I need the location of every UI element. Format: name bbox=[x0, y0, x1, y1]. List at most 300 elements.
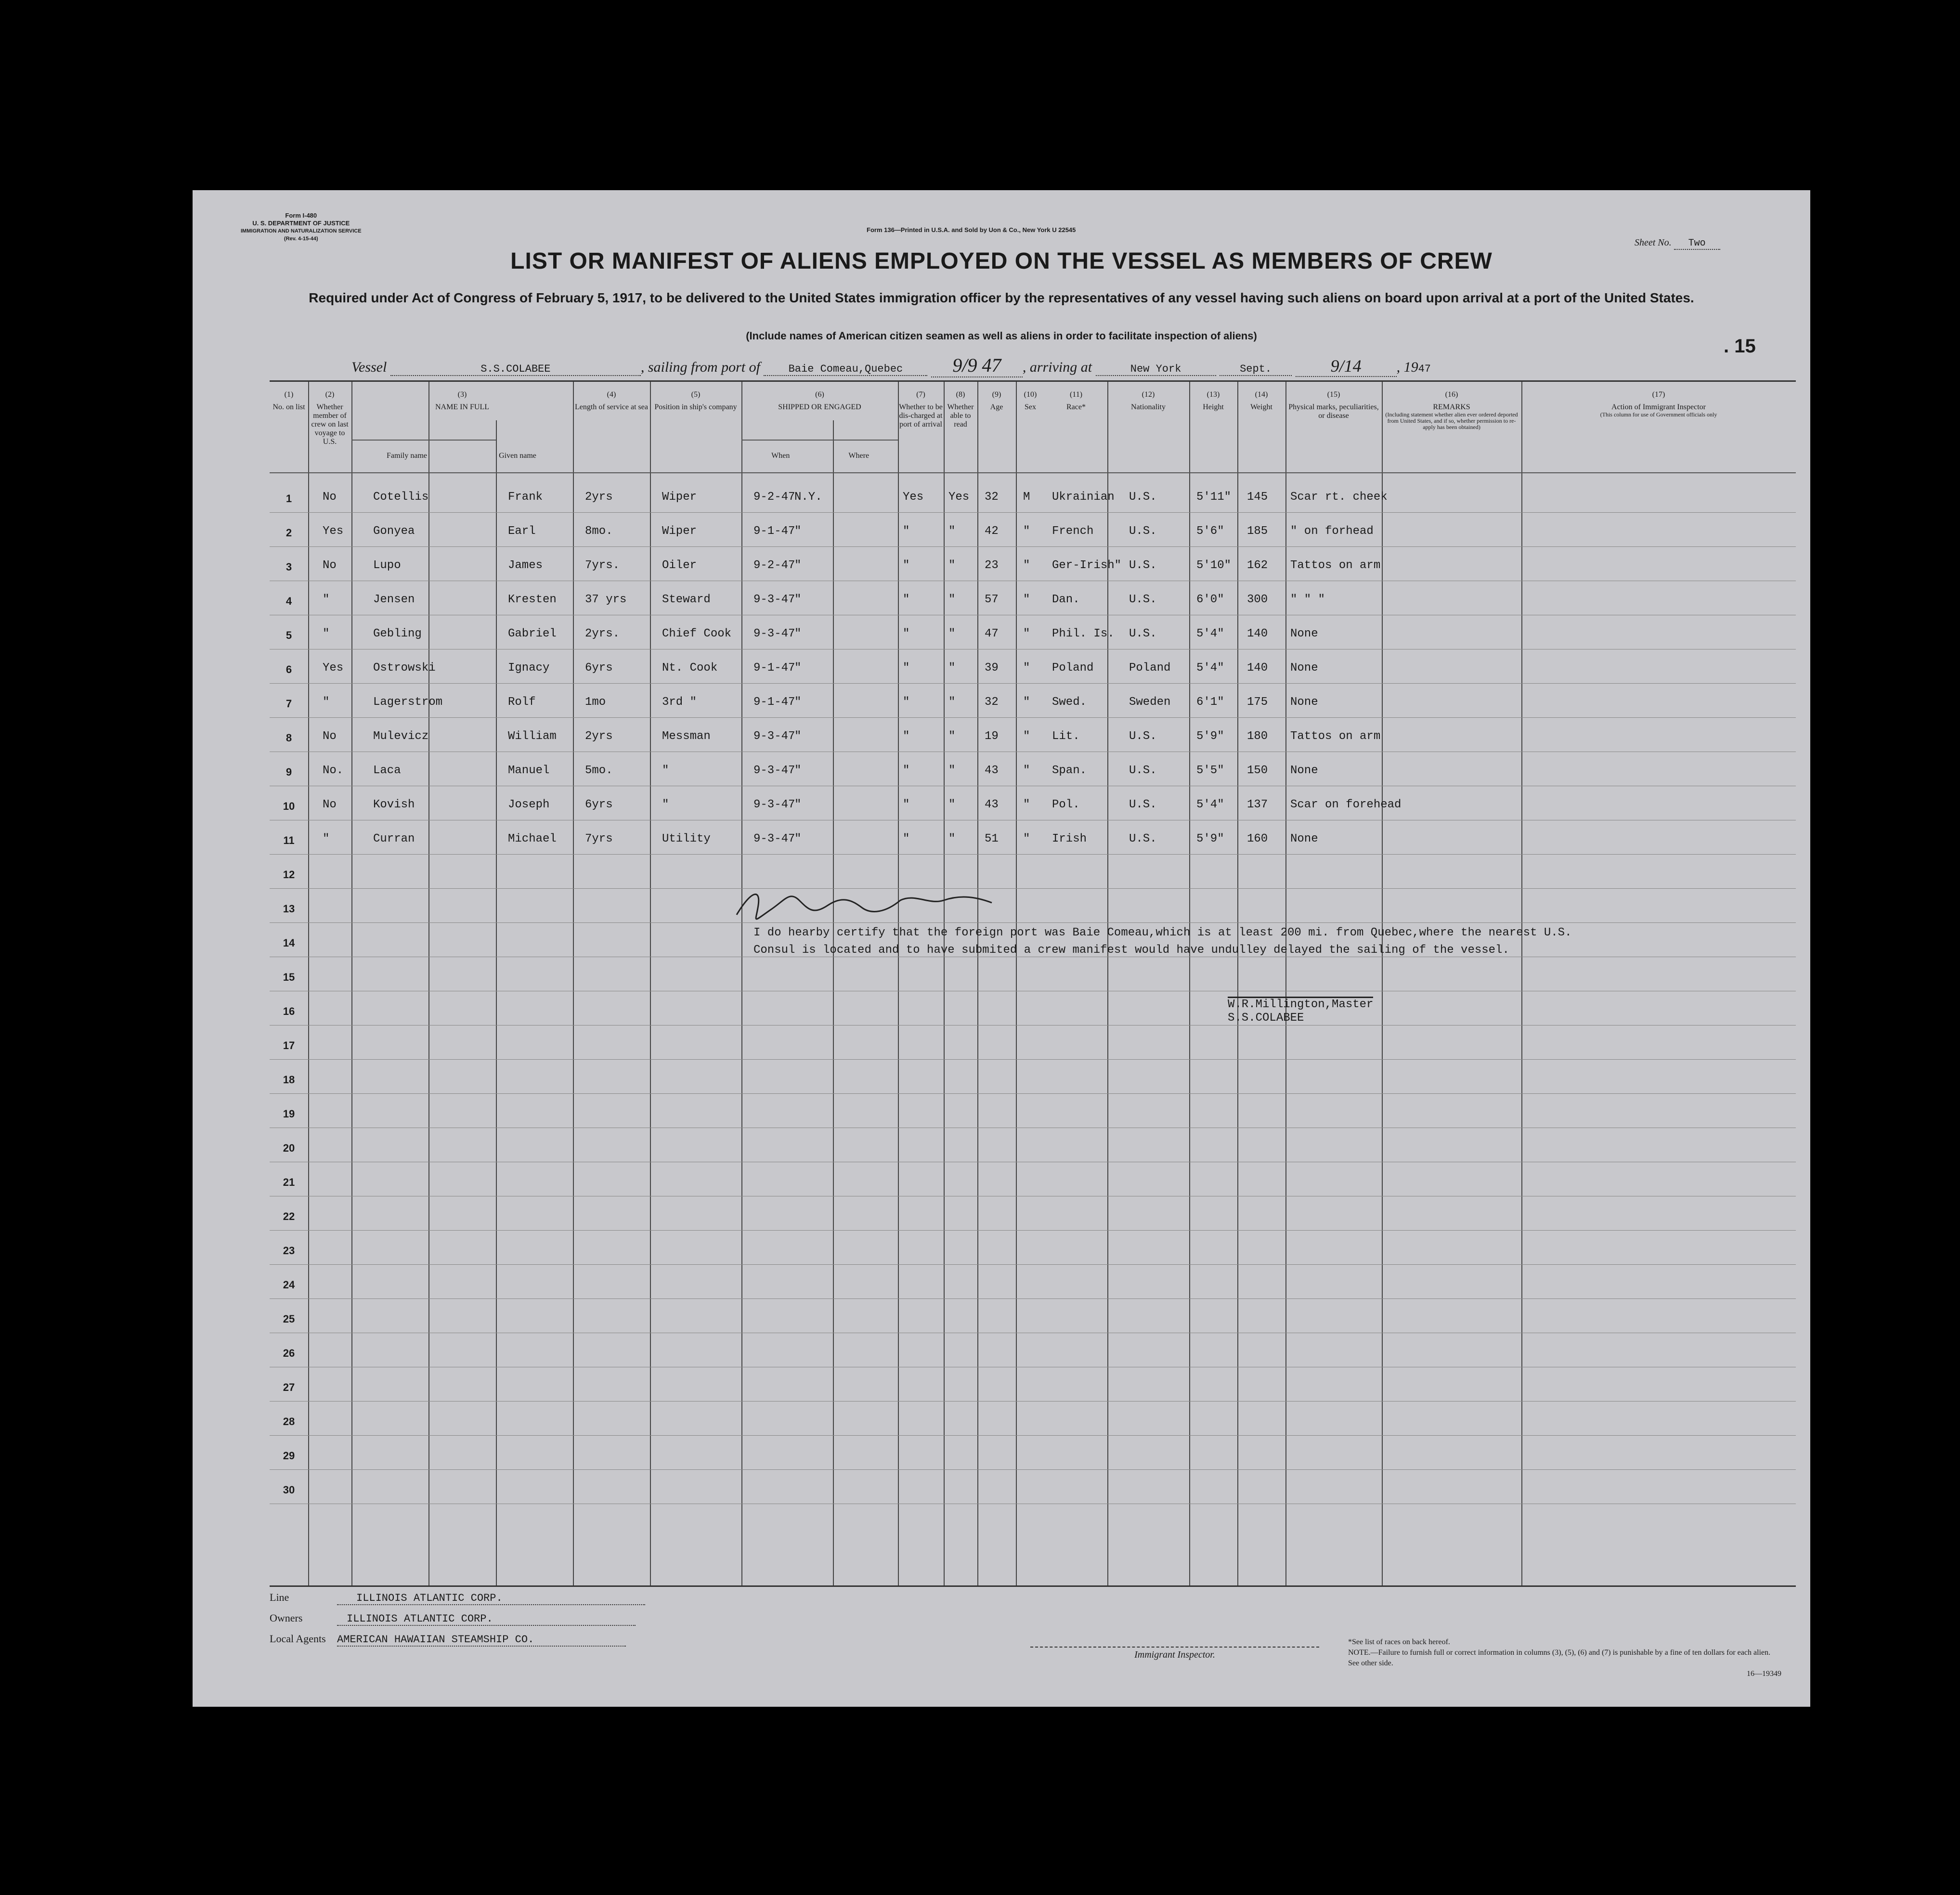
cell-age: 43 bbox=[985, 764, 999, 777]
cell-height: 6'1" bbox=[1196, 696, 1224, 709]
cell-discharged: " bbox=[903, 764, 910, 777]
column-subheader: When bbox=[771, 452, 790, 460]
column-divider bbox=[741, 382, 742, 1585]
column-label: Whether able to read bbox=[947, 403, 974, 428]
row-number: 10 bbox=[283, 800, 295, 812]
column-header bbox=[573, 390, 650, 412]
cell-service: 2yrs bbox=[585, 491, 613, 504]
cell-sex: " bbox=[1023, 559, 1030, 572]
header-divider bbox=[270, 472, 1796, 473]
cell-marks: None bbox=[1290, 764, 1318, 777]
column-divider bbox=[496, 420, 497, 1585]
cell-marks: Scar rt. cheek bbox=[1290, 491, 1388, 504]
row-rule bbox=[270, 1469, 1796, 1470]
cell-prev: No. bbox=[323, 764, 344, 777]
column-header bbox=[1016, 390, 1045, 412]
row-rule bbox=[270, 1401, 1796, 1402]
master-signature-block bbox=[1228, 997, 1373, 1025]
column-header bbox=[1285, 390, 1382, 420]
arriving-label: arriving at bbox=[1029, 359, 1092, 375]
row-number: 7 bbox=[286, 698, 292, 710]
row-number: 24 bbox=[283, 1279, 295, 1291]
cell-where: " bbox=[794, 525, 802, 538]
column-label: Length of service at sea bbox=[575, 403, 648, 411]
column-number: (14) bbox=[1255, 390, 1268, 399]
row-rule bbox=[270, 888, 1796, 889]
row-number: 29 bbox=[283, 1450, 295, 1462]
cell-race: Ger-Irish" bbox=[1052, 559, 1122, 572]
column-divider bbox=[308, 382, 309, 1585]
cell-weight: 140 bbox=[1247, 662, 1268, 675]
column-divider bbox=[898, 382, 899, 1585]
column-label: Age bbox=[990, 403, 1003, 411]
row-number: 26 bbox=[283, 1347, 295, 1359]
column-label: Whether member of crew on last voyage to U.S. bbox=[311, 403, 349, 446]
cell-given: William bbox=[508, 730, 557, 743]
cell-position: Wiper bbox=[662, 491, 697, 504]
cell-read: " bbox=[948, 593, 956, 606]
cell-when: 9-3-47 bbox=[753, 764, 795, 777]
row-number: 12 bbox=[283, 869, 295, 881]
cell-weight: 160 bbox=[1247, 832, 1268, 845]
cell-nationality: U.S. bbox=[1129, 764, 1157, 777]
owners-label: Owners bbox=[270, 1612, 303, 1624]
row-rule bbox=[270, 1059, 1796, 1060]
row-rule bbox=[270, 717, 1796, 718]
cell-where: " bbox=[794, 593, 802, 606]
column-header bbox=[270, 390, 308, 412]
cell-read: " bbox=[948, 696, 956, 709]
vessel-name: S.S.COLABEE bbox=[390, 363, 641, 376]
cell-where: " bbox=[794, 627, 802, 640]
column-header bbox=[1237, 390, 1285, 412]
cell-age: 32 bbox=[985, 491, 999, 504]
cell-position: " bbox=[662, 764, 669, 777]
cell-where: " bbox=[794, 832, 802, 845]
column-label: SHIPPED OR ENGAGED bbox=[778, 403, 861, 411]
row-number: 6 bbox=[286, 663, 292, 675]
line-label: Line bbox=[270, 1591, 289, 1603]
column-divider bbox=[1382, 382, 1383, 1585]
form-number: Form I-480 bbox=[285, 212, 317, 219]
column-header bbox=[308, 390, 351, 446]
arrival-port: New York bbox=[1096, 363, 1216, 376]
column-header bbox=[351, 390, 573, 412]
row-number: 17 bbox=[283, 1039, 295, 1051]
cell-family: Ostrowski bbox=[373, 662, 436, 675]
cell-service: 8mo. bbox=[585, 525, 613, 538]
cell-weight: 162 bbox=[1247, 559, 1268, 572]
column-label: REMARKS bbox=[1433, 403, 1470, 411]
cell-when: 9-1-47 bbox=[753, 696, 795, 709]
cell-nationality: Sweden bbox=[1129, 696, 1171, 709]
cell-read: " bbox=[948, 832, 956, 845]
column-label: Race* bbox=[1066, 403, 1086, 411]
cell-where: " bbox=[794, 730, 802, 743]
cell-where: " bbox=[794, 798, 802, 811]
cell-prev: " bbox=[323, 593, 330, 606]
cell-race: Pol. bbox=[1052, 798, 1080, 811]
cell-sex: " bbox=[1023, 627, 1030, 640]
cell-family: Laca bbox=[373, 764, 401, 777]
cell-when: 9-3-47 bbox=[753, 832, 795, 845]
row-number: 1 bbox=[286, 493, 292, 505]
column-label: No. on list bbox=[273, 403, 305, 411]
cell-given: Michael bbox=[508, 832, 557, 845]
subheader-divider bbox=[741, 440, 898, 441]
cell-position: Utility bbox=[662, 832, 711, 845]
column-subheader: Family name bbox=[387, 452, 427, 460]
line-value: ILLINOIS ATLANTIC CORP. bbox=[337, 1592, 645, 1605]
cell-weight: 300 bbox=[1247, 593, 1268, 606]
cell-read: " bbox=[948, 525, 956, 538]
cell-marks: " " " bbox=[1290, 593, 1325, 606]
cell-family: Kovish bbox=[373, 798, 415, 811]
row-number: 30 bbox=[283, 1484, 295, 1496]
cell-given: Frank bbox=[508, 491, 543, 504]
year-suffix: 47 bbox=[1418, 363, 1431, 375]
column-label: Height bbox=[1203, 403, 1224, 411]
cell-where: " bbox=[794, 764, 802, 777]
cell-nationality: U.S. bbox=[1129, 559, 1157, 572]
document-subtitle: Required under Act of Congress of February 5, 1917, to be delivered to the United States immigration officer by the representatives of any vessel having such aliens on board upon arrival at a port of the United States. bbox=[309, 290, 1694, 305]
manifest-sheet bbox=[193, 190, 1810, 1707]
cell-height: 5'9" bbox=[1196, 730, 1224, 743]
form-identifier bbox=[241, 212, 362, 243]
arrival-day: 9/14 bbox=[1296, 356, 1397, 377]
row-number: 27 bbox=[283, 1381, 295, 1393]
printer-note: Form 136—Printed in U.S.A. and Sold by Uon & Co., New York U 22545 bbox=[867, 226, 1076, 234]
column-header bbox=[1107, 390, 1189, 412]
cell-age: 42 bbox=[985, 525, 999, 538]
page-number: . 15 bbox=[1724, 336, 1756, 357]
column-number: (13) bbox=[1207, 390, 1220, 399]
cell-nationality: U.S. bbox=[1129, 730, 1157, 743]
cell-service: 7yrs bbox=[585, 832, 613, 845]
row-number: 18 bbox=[283, 1074, 295, 1086]
column-number: (12) bbox=[1142, 390, 1155, 399]
cell-weight: 185 bbox=[1247, 525, 1268, 538]
cell-age: 19 bbox=[985, 730, 999, 743]
form-code: 16—19349 bbox=[1747, 1670, 1781, 1678]
column-number: (10) bbox=[1024, 390, 1037, 399]
column-divider bbox=[1285, 382, 1286, 1585]
cell-position: Wiper bbox=[662, 525, 697, 538]
cell-given: Ignacy bbox=[508, 662, 550, 675]
row-number: 11 bbox=[283, 834, 295, 846]
page-number-value: 15 bbox=[1734, 336, 1756, 357]
column-label: Weight bbox=[1250, 403, 1272, 411]
column-divider bbox=[351, 382, 352, 1585]
column-number: (9) bbox=[992, 390, 1001, 399]
cell-service: 1mo bbox=[585, 696, 606, 709]
column-header bbox=[898, 390, 944, 429]
department-name: U. S. DEPARTMENT OF JUSTICE bbox=[252, 220, 350, 227]
sheet-number bbox=[1635, 237, 1720, 249]
cell-family: Mulevicz bbox=[373, 730, 429, 743]
cell-position: 3rd " bbox=[662, 696, 697, 709]
cell-discharged: " bbox=[903, 696, 910, 709]
column-label: Nationality bbox=[1131, 403, 1166, 411]
footer-parties bbox=[270, 1591, 645, 1647]
sheet-number-value: Two bbox=[1674, 238, 1720, 250]
row-number: 19 bbox=[283, 1108, 295, 1120]
row-rule bbox=[270, 854, 1796, 855]
subheader-divider bbox=[351, 440, 496, 441]
column-number: (17) bbox=[1652, 390, 1665, 399]
column-note: (Including statement whether alien ever ordered deported from United States, and if so, whether permission to re-apply has been obtained) bbox=[1385, 411, 1518, 430]
cell-sex: " bbox=[1023, 696, 1030, 709]
sailing-date: 9/9 47 bbox=[931, 354, 1023, 377]
cell-weight: 137 bbox=[1247, 798, 1268, 811]
cell-service: 7yrs. bbox=[585, 559, 620, 572]
row-number: 16 bbox=[283, 1005, 295, 1017]
column-label: Whether to be dis-charged at port of arrival bbox=[899, 403, 943, 428]
cell-prev: Yes bbox=[323, 525, 344, 538]
row-rule bbox=[270, 683, 1796, 684]
column-number: (1) bbox=[284, 390, 294, 399]
cell-weight: 180 bbox=[1247, 730, 1268, 743]
column-divider bbox=[573, 382, 574, 1585]
cell-when: 9-1-47 bbox=[753, 525, 795, 538]
cell-prev: Yes bbox=[323, 662, 344, 675]
cell-race: Ukrainian bbox=[1052, 491, 1115, 504]
voyage-line: Vessel S.S.COLABEE , sailing from port of Baie Comeau,Quebec 9/9 47 , arriving at New York Sept. 9/14 , 1947 bbox=[351, 354, 1431, 377]
cell-discharged: " bbox=[903, 593, 910, 606]
column-header bbox=[650, 390, 741, 412]
owners-value: ILLINOIS ATLANTIC CORP. bbox=[337, 1613, 636, 1626]
certification-line-1: I do hearby certify that the foreign port was Baie Comeau,which is at least 200 mi. from Quebec,where the nearest U.S. bbox=[753, 926, 1572, 939]
column-divider bbox=[1016, 382, 1017, 1585]
cell-discharged: " bbox=[903, 730, 910, 743]
cell-discharged: " bbox=[903, 832, 910, 845]
cell-sex: " bbox=[1023, 662, 1030, 675]
row-number: 2 bbox=[286, 527, 292, 539]
cell-read: " bbox=[948, 798, 956, 811]
cell-position: Chief Cook bbox=[662, 627, 732, 640]
cell-prev: No bbox=[323, 730, 337, 743]
row-number: 23 bbox=[283, 1245, 295, 1257]
cell-prev: " bbox=[323, 696, 330, 709]
row-rule bbox=[270, 1435, 1796, 1436]
cell-sex: " bbox=[1023, 525, 1030, 538]
cell-prev: No bbox=[323, 491, 337, 504]
cell-service: 6yrs bbox=[585, 662, 613, 675]
cell-given: Kresten bbox=[508, 593, 557, 606]
column-label: Physical marks, peculiarities, or disease bbox=[1288, 403, 1379, 420]
cell-service: 5mo. bbox=[585, 764, 613, 777]
cell-nationality: U.S. bbox=[1129, 627, 1157, 640]
row-number: 14 bbox=[283, 937, 295, 949]
column-label: Position in ship's company bbox=[654, 403, 737, 411]
cell-marks: None bbox=[1290, 832, 1318, 845]
cell-weight: 150 bbox=[1247, 764, 1268, 777]
column-header bbox=[741, 390, 898, 412]
crew-table bbox=[270, 380, 1796, 1587]
master-name: W.R.Millington,Master bbox=[1228, 997, 1373, 1012]
cell-weight: 145 bbox=[1247, 491, 1268, 504]
column-number: (4) bbox=[607, 390, 616, 399]
column-note: (This column for use of Government officials only bbox=[1600, 411, 1717, 418]
cell-sex: " bbox=[1023, 832, 1030, 845]
cell-given: Manuel bbox=[508, 764, 550, 777]
row-rule bbox=[270, 1230, 1796, 1231]
signature-graphic bbox=[732, 886, 1001, 924]
cell-marks: Tattos on arm bbox=[1290, 730, 1381, 743]
cell-given: Gabriel bbox=[508, 627, 557, 640]
cell-prev: No bbox=[323, 559, 337, 572]
cell-sex: " bbox=[1023, 798, 1030, 811]
cell-family: Cotellis bbox=[373, 491, 429, 504]
cell-marks: " on forhead bbox=[1290, 525, 1374, 538]
row-number: 25 bbox=[283, 1313, 295, 1325]
cell-when: 9-1-47 bbox=[753, 662, 795, 675]
column-divider bbox=[977, 382, 978, 1585]
row-rule bbox=[270, 1093, 1796, 1094]
column-label: Sex bbox=[1025, 403, 1036, 411]
row-number: 5 bbox=[286, 629, 292, 641]
column-number: (8) bbox=[956, 390, 965, 399]
cell-height: 5'4" bbox=[1196, 627, 1224, 640]
cell-service: 2yrs bbox=[585, 730, 613, 743]
column-label: NAME IN FULL bbox=[435, 403, 489, 411]
cell-marks: None bbox=[1290, 662, 1318, 675]
cell-race: Span. bbox=[1052, 764, 1087, 777]
immigrant-inspector-line: Immigrant Inspector. bbox=[1030, 1647, 1319, 1661]
column-number: (16) bbox=[1445, 390, 1458, 399]
row-rule bbox=[270, 1264, 1796, 1265]
service-name: IMMIGRATION AND NATURALIZATION SERVICE bbox=[241, 228, 362, 234]
column-label: Action of Immigrant Inspector bbox=[1611, 403, 1706, 411]
column-header bbox=[1045, 390, 1107, 412]
row-number: 8 bbox=[286, 732, 292, 744]
row-number: 4 bbox=[286, 595, 292, 607]
cell-service: 37 yrs bbox=[585, 593, 627, 606]
cell-where: " bbox=[794, 559, 802, 572]
cell-height: 5'11" bbox=[1196, 491, 1232, 504]
cell-nationality: Poland bbox=[1129, 662, 1171, 675]
cell-marks: Tattos on arm bbox=[1290, 559, 1381, 572]
footer-notes bbox=[1348, 1637, 1781, 1679]
cell-age: 32 bbox=[985, 696, 999, 709]
cell-age: 51 bbox=[985, 832, 999, 845]
row-number: 9 bbox=[286, 766, 292, 778]
row-number: 28 bbox=[283, 1415, 295, 1428]
cell-weight: 140 bbox=[1247, 627, 1268, 640]
certification-line-2: Consul is located and to have submited a crew manifest would have undulley delayed the sailing of the vessel. bbox=[753, 944, 1509, 957]
cell-position: Oiler bbox=[662, 559, 697, 572]
cell-where: N.Y. bbox=[794, 491, 822, 504]
row-rule bbox=[270, 922, 1796, 923]
column-divider bbox=[650, 382, 651, 1585]
cell-nationality: U.S. bbox=[1129, 525, 1157, 538]
agents-label: Local Agents bbox=[270, 1633, 326, 1645]
cell-discharged: " bbox=[903, 559, 910, 572]
cell-given: Joseph bbox=[508, 798, 550, 811]
cell-position: Nt. Cook bbox=[662, 662, 718, 675]
cell-height: 5'5" bbox=[1196, 764, 1224, 777]
column-number: (3) bbox=[457, 390, 467, 399]
penalty-note: NOTE.—Failure to furnish full or correct information in columns (3), (5), (6) and (7) is punishable by a fine of ten dollars for each alien. See other side. bbox=[1348, 1648, 1771, 1667]
row-number: 22 bbox=[283, 1210, 295, 1222]
column-divider bbox=[1237, 382, 1238, 1585]
cell-when: 9-3-47 bbox=[753, 730, 795, 743]
cell-when: 9-3-47 bbox=[753, 798, 795, 811]
cell-race: French bbox=[1052, 525, 1094, 538]
cell-nationality: U.S. bbox=[1129, 798, 1157, 811]
cell-family: Curran bbox=[373, 832, 415, 845]
row-number: 13 bbox=[283, 903, 295, 915]
cell-race: Dan. bbox=[1052, 593, 1080, 606]
cell-weight: 175 bbox=[1247, 696, 1268, 709]
cell-discharged: Yes bbox=[903, 491, 924, 504]
cell-read: " bbox=[948, 662, 956, 675]
cell-family: Lagerstrom bbox=[373, 696, 443, 709]
cell-family: Lupo bbox=[373, 559, 401, 572]
cell-height: 5'4" bbox=[1196, 798, 1224, 811]
column-number: (15) bbox=[1327, 390, 1340, 399]
row-rule bbox=[270, 546, 1796, 547]
cell-discharged: " bbox=[903, 525, 910, 538]
column-number: (7) bbox=[916, 390, 925, 399]
row-number: 3 bbox=[286, 561, 292, 573]
departure-port: Baie Comeau,Quebec bbox=[764, 363, 927, 376]
cell-race: Lit. bbox=[1052, 730, 1080, 743]
vessel-label: Vessel bbox=[351, 359, 387, 375]
row-number: 20 bbox=[283, 1142, 295, 1154]
agents-value: AMERICAN HAWAIIAN STEAMSHIP CO. bbox=[337, 1634, 626, 1647]
cell-when: 9-3-47 bbox=[753, 593, 795, 606]
cell-prev: No bbox=[323, 798, 337, 811]
certification-statement bbox=[753, 924, 1571, 959]
cell-height: 5'9" bbox=[1196, 832, 1224, 845]
column-number: (11) bbox=[1069, 390, 1083, 399]
column-header bbox=[977, 390, 1016, 412]
year-prefix: 19 bbox=[1403, 359, 1418, 375]
cell-age: 57 bbox=[985, 593, 999, 606]
cell-nationality: U.S. bbox=[1129, 832, 1157, 845]
cell-service: 6yrs bbox=[585, 798, 613, 811]
cell-family: Gebling bbox=[373, 627, 422, 640]
cell-race: Swed. bbox=[1052, 696, 1087, 709]
cell-read: " bbox=[948, 730, 956, 743]
column-number: (2) bbox=[325, 390, 335, 399]
column-number: (5) bbox=[691, 390, 701, 399]
sheet-number-label: Sheet No. bbox=[1635, 237, 1672, 248]
row-number: 15 bbox=[283, 971, 295, 983]
document-subnote: (Include names of American citizen seamen as well as aliens in order to facilitate inspection of aliens) bbox=[746, 330, 1257, 342]
column-divider bbox=[428, 382, 429, 1585]
column-subheader: Where bbox=[848, 452, 870, 460]
row-rule bbox=[270, 1298, 1796, 1299]
cell-age: 23 bbox=[985, 559, 999, 572]
cell-where: " bbox=[794, 662, 802, 675]
cell-discharged: " bbox=[903, 798, 910, 811]
cell-family: Gonyea bbox=[373, 525, 415, 538]
cell-nationality: U.S. bbox=[1129, 593, 1157, 606]
document-title: LIST OR MANIFEST OF ALIENS EMPLOYED ON THE VESSEL AS MEMBERS OF CREW bbox=[510, 248, 1493, 274]
cell-height: 5'6" bbox=[1196, 525, 1224, 538]
cell-read: " bbox=[948, 627, 956, 640]
cell-sex: " bbox=[1023, 730, 1030, 743]
cell-height: 6'0" bbox=[1196, 593, 1224, 606]
cell-age: 47 bbox=[985, 627, 999, 640]
cell-marks: Scar on forehead bbox=[1290, 798, 1402, 811]
column-number: (6) bbox=[815, 390, 824, 399]
cell-sex: " bbox=[1023, 593, 1030, 606]
cell-height: 5'4" bbox=[1196, 662, 1224, 675]
cell-race: Poland bbox=[1052, 662, 1094, 675]
